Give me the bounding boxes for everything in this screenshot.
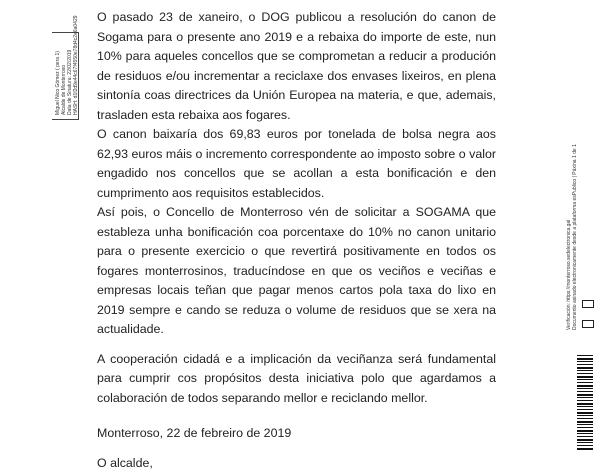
- paragraph: O canon baixaría dos 69,83 euros por tonelada de bolsa negra aos 62,93 euros máis o incremento correspondente ao imposto sobre o valor engadido nos concellos que se acollan a esta bonificación e den cumprimento aos requisitos establecidos.: [97, 125, 496, 203]
- signature-stamp: [55, 15, 79, 115]
- document-body: [97, 8, 496, 473]
- signature-stamp-line: Data de Sinatura: 22/02/2019: [67, 15, 73, 115]
- signature-stamp-line: Alcalde de Monterroso: [61, 15, 67, 115]
- signature-stamp-line: HASH: d1f2d9e44c67f4550e78d4c2e6a0429: [73, 15, 79, 115]
- date-line: Monterroso, 22 de febreiro de 2019: [97, 424, 496, 444]
- closing-line: O alcalde,: [97, 454, 496, 473]
- verification-line: Documento asinado electronicamente desde a plataforma esPublico | Páxina 1 de 1: [572, 144, 578, 330]
- paragraph: A cooperación cidadá e a implicación da veciñanza será fundamental para cumprir cos propósitos desta iniciativa polo que agardamos a colaboración de todos separando mellor e reciclando mellor.: [97, 350, 496, 409]
- barcode: [577, 355, 593, 450]
- punch-mark: [582, 300, 594, 308]
- paragraph: Así pois, o Concello de Monterroso vén de solicitar a SOGAMA que estableza unha bonificación coa porcentaxe do 10% no canon unitario para o presente exercicio o que revertirá positivamente en todos os fogares monterrosinos, traducíndose en que os veciños e veciñas e empresas locais teñan que pagar menos cartos pola taxa do lixo en 2019 sempre e cando se reduza o volume de residuos que se xera na actualidade.: [97, 203, 496, 340]
- signature-stamp-line: Miguel Nico Gómez ( pera 1): [55, 15, 61, 115]
- verification-line: Verificación: https://monterroso.sedelectronica.gal: [566, 144, 572, 330]
- verification-strip: [566, 144, 578, 330]
- punch-mark: [582, 320, 594, 328]
- paragraph: O pasado 23 de xaneiro, o DOG publicou a resolución do canon de Sogama para o presente ano 2019 e a rebaixa do importe de este, nun 10% para aqueles concellos que se comprometan a reducir a produción de residuos e/ou incrementar a reciclaxe dos envases lixeiros, en plena sintonía coas directrices da Unión Europea na materia, e que, ademais, trasladen esta rebaixa aos fogares.: [97, 8, 496, 125]
